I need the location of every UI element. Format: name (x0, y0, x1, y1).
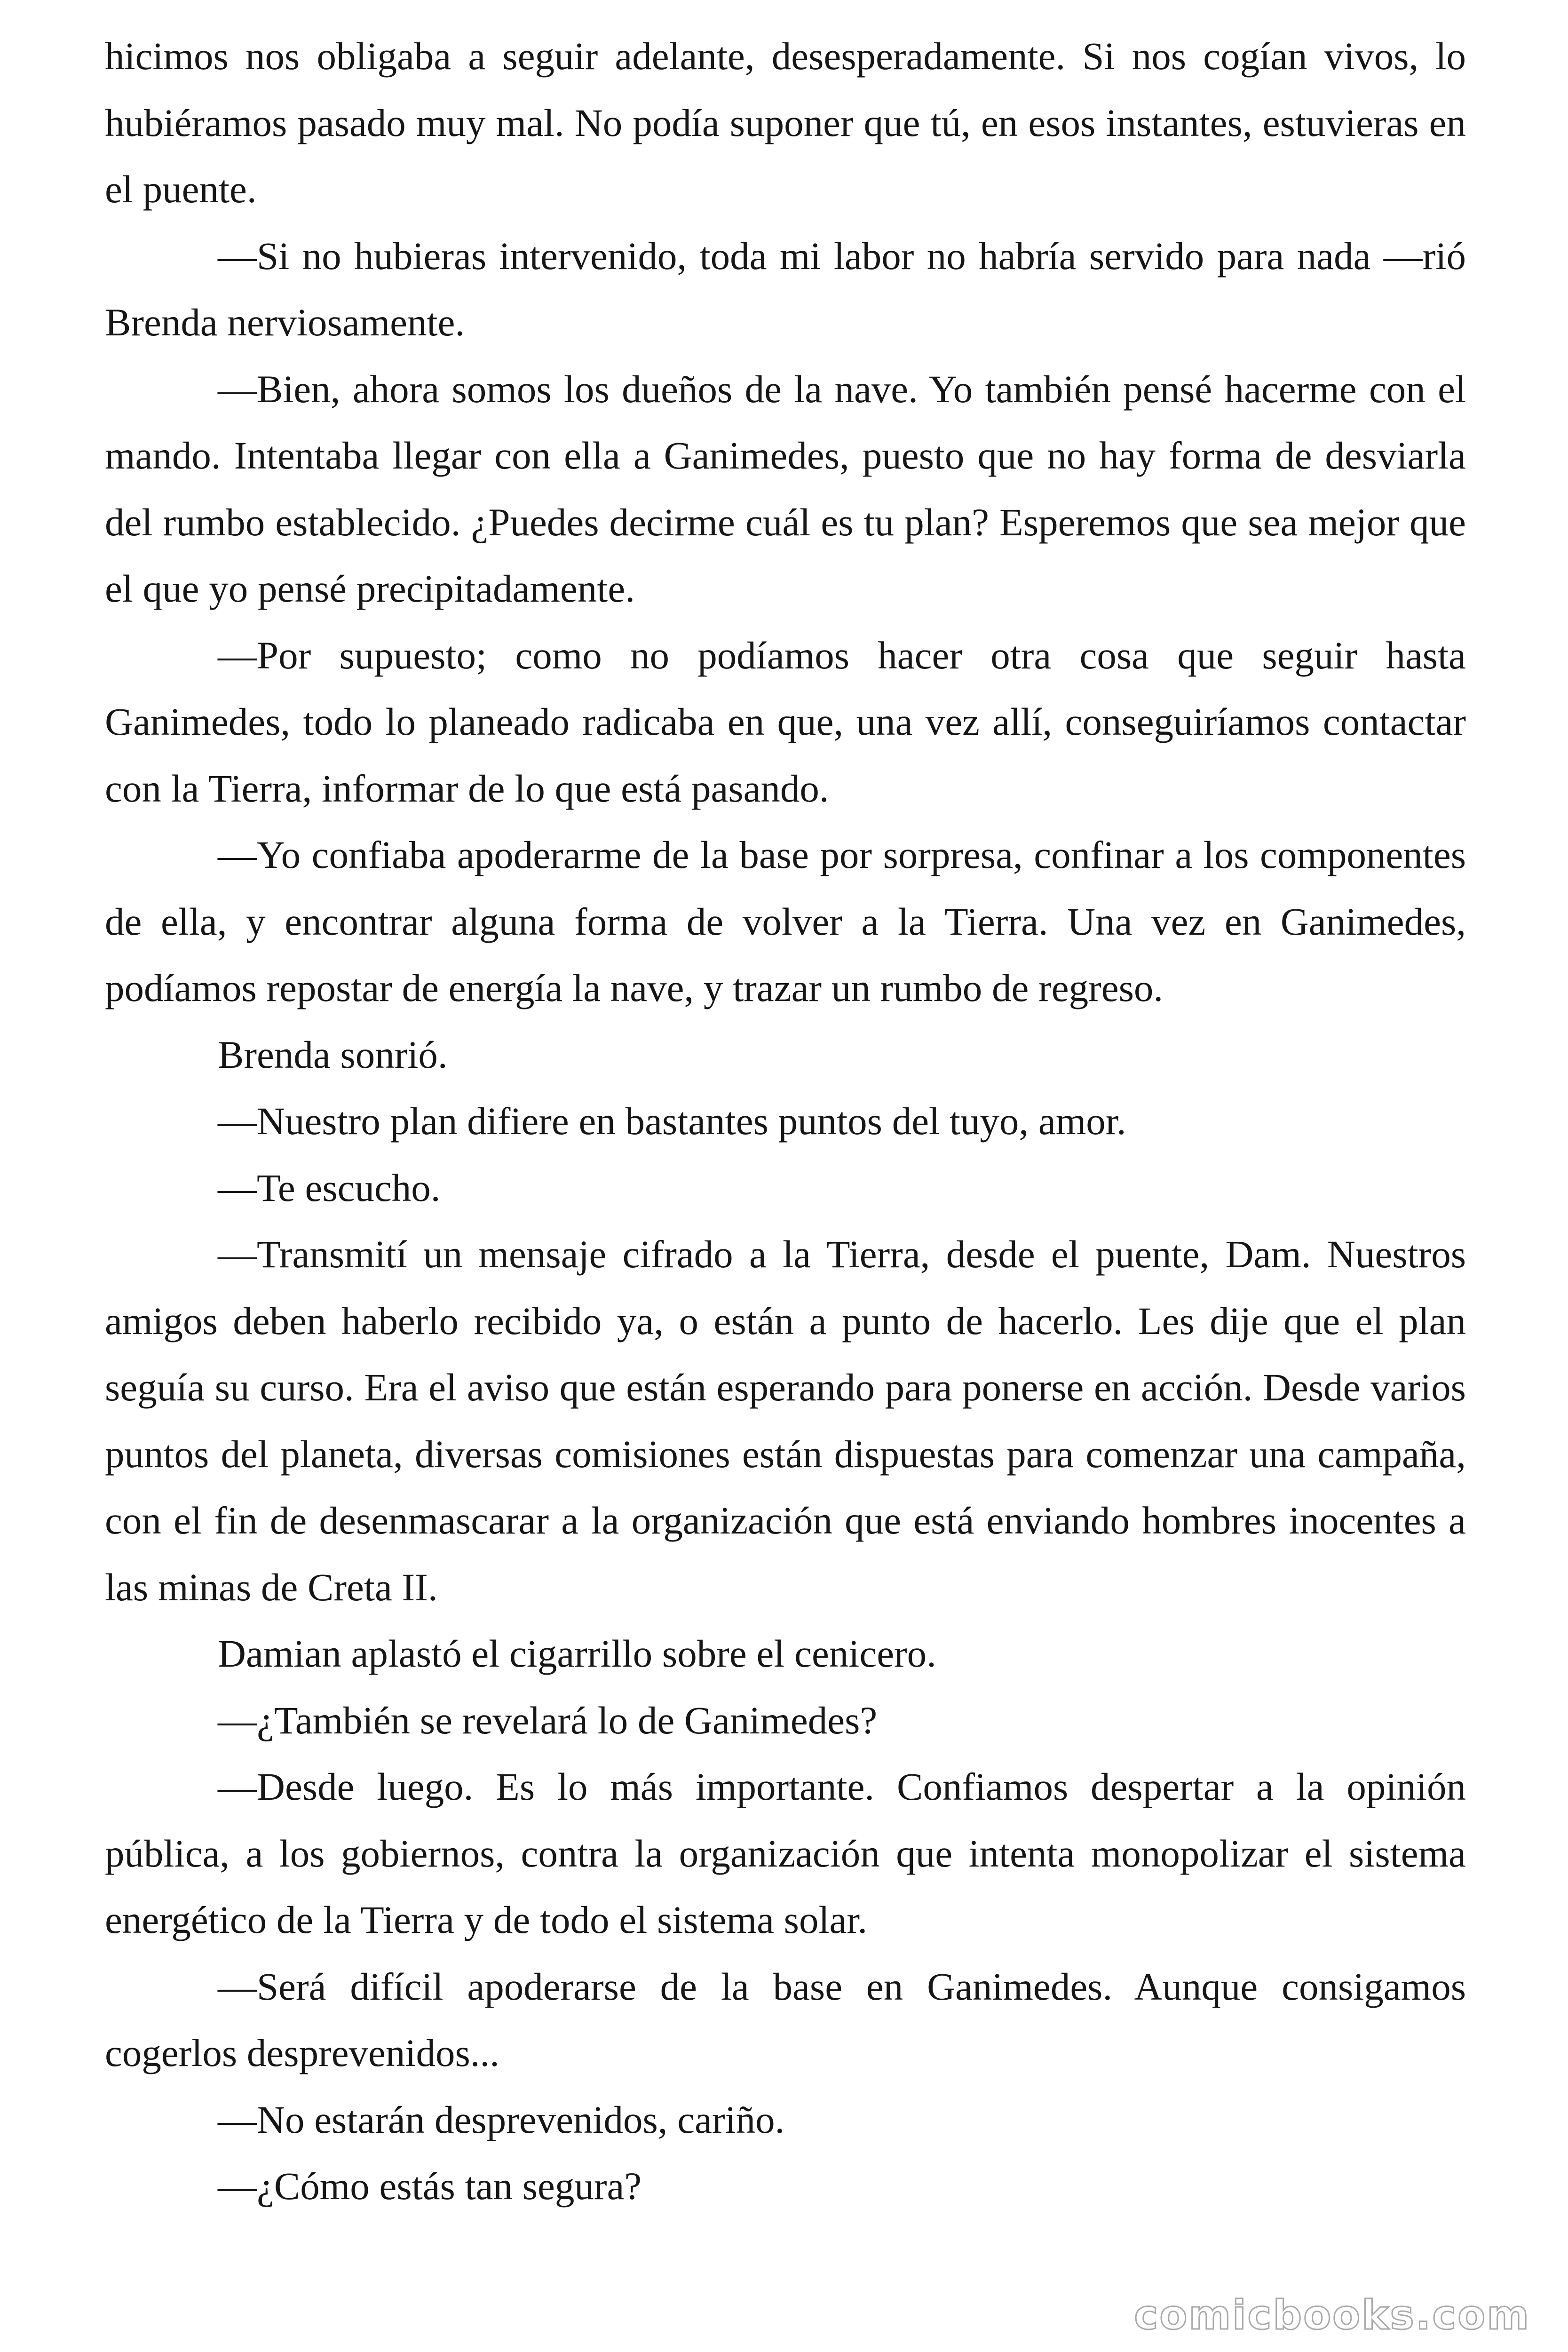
paragraph: —No estarán desprevenidos, cariño. (218, 2098, 785, 2141)
paragraph: Damian aplastó el cigarrillo sobre el cenicero. (218, 1632, 936, 1675)
paragraph: —¿Cómo estás tan segura? (218, 2164, 642, 2208)
paragraph: hicimos nos obligaba a seguir adelante, desesperadamente. Si nos cogían vivos, lo hubiéramos pasado muy mal. No podía suponer que tú, en esos instantes, estuvieras en el puente. (105, 34, 1466, 211)
paragraph: —Transmití un mensaje cifrado a la Tierra, desde el puente, Dam. Nuestros amigos deben haberlo recibido ya, o están a punto de hacerlo. Les dije que el plan seguía su curso. Era el aviso que están esperando para ponerse en acción. Desde varios puntos del planeta, diversas comisiones están dispuestas para comenzar una campaña, con el fin de desenmascarar a la organización que está enviando hombres inocentes a las minas de Creta II. (105, 1232, 1466, 1609)
watermark: comicbooks.com (1134, 2292, 1530, 2339)
paragraph: —Desde luego. Es lo más importante. Confiamos despertar a la opinión pública, a los gobiernos, contra la organización que intenta monopolizar el sistema energético de la Tierra y de todo el sistema solar. (105, 1765, 1466, 1941)
paragraph: —¿También se revelará lo de Ganimedes? (218, 1698, 878, 1742)
paragraph: —Por supuesto; como no podíamos hacer otra cosa que seguir hasta Ganimedes, todo lo planeado radicaba en que, una vez allí, conseguiríamos contactar con la Tierra, informar de lo que está pasando. (105, 633, 1466, 810)
paragraph: Brenda sonrió. (218, 1033, 448, 1076)
paragraph: —Si no hubieras intervenido, toda mi labor no habría servido para nada —rió Brenda nerviosamente. (105, 234, 1466, 344)
page-body (105, 23, 1466, 2220)
paragraph: —Te escucho. (218, 1166, 441, 1209)
paragraph: —Yo confiaba apoderarme de la base por sorpresa, confinar a los componentes de ella, y encontrar alguna forma de volver a la Tierra. Una vez en Ganimedes, podíamos repostar de energía la nave, y trazar un rumbo de regreso. (105, 833, 1466, 1009)
paragraph: —Bien, ahora somos los dueños de la nave. Yo también pensé hacerme con el mando. Intentaba llegar con ella a Ganimedes, puesto que no hay forma de desviarla del rumbo establecido. ¿Puedes decirme cuál es tu plan? Esperemos que sea mejor que el que yo pensé precipitadamente. (105, 367, 1466, 610)
paragraph: —Será difícil apoderarse de la base en Ganimedes. Aunque consigamos cogerlos desprevenidos... (105, 1964, 1466, 2074)
paragraph: —Nuestro plan difiere en bastantes puntos del tuyo, amor. (218, 1099, 1126, 1143)
